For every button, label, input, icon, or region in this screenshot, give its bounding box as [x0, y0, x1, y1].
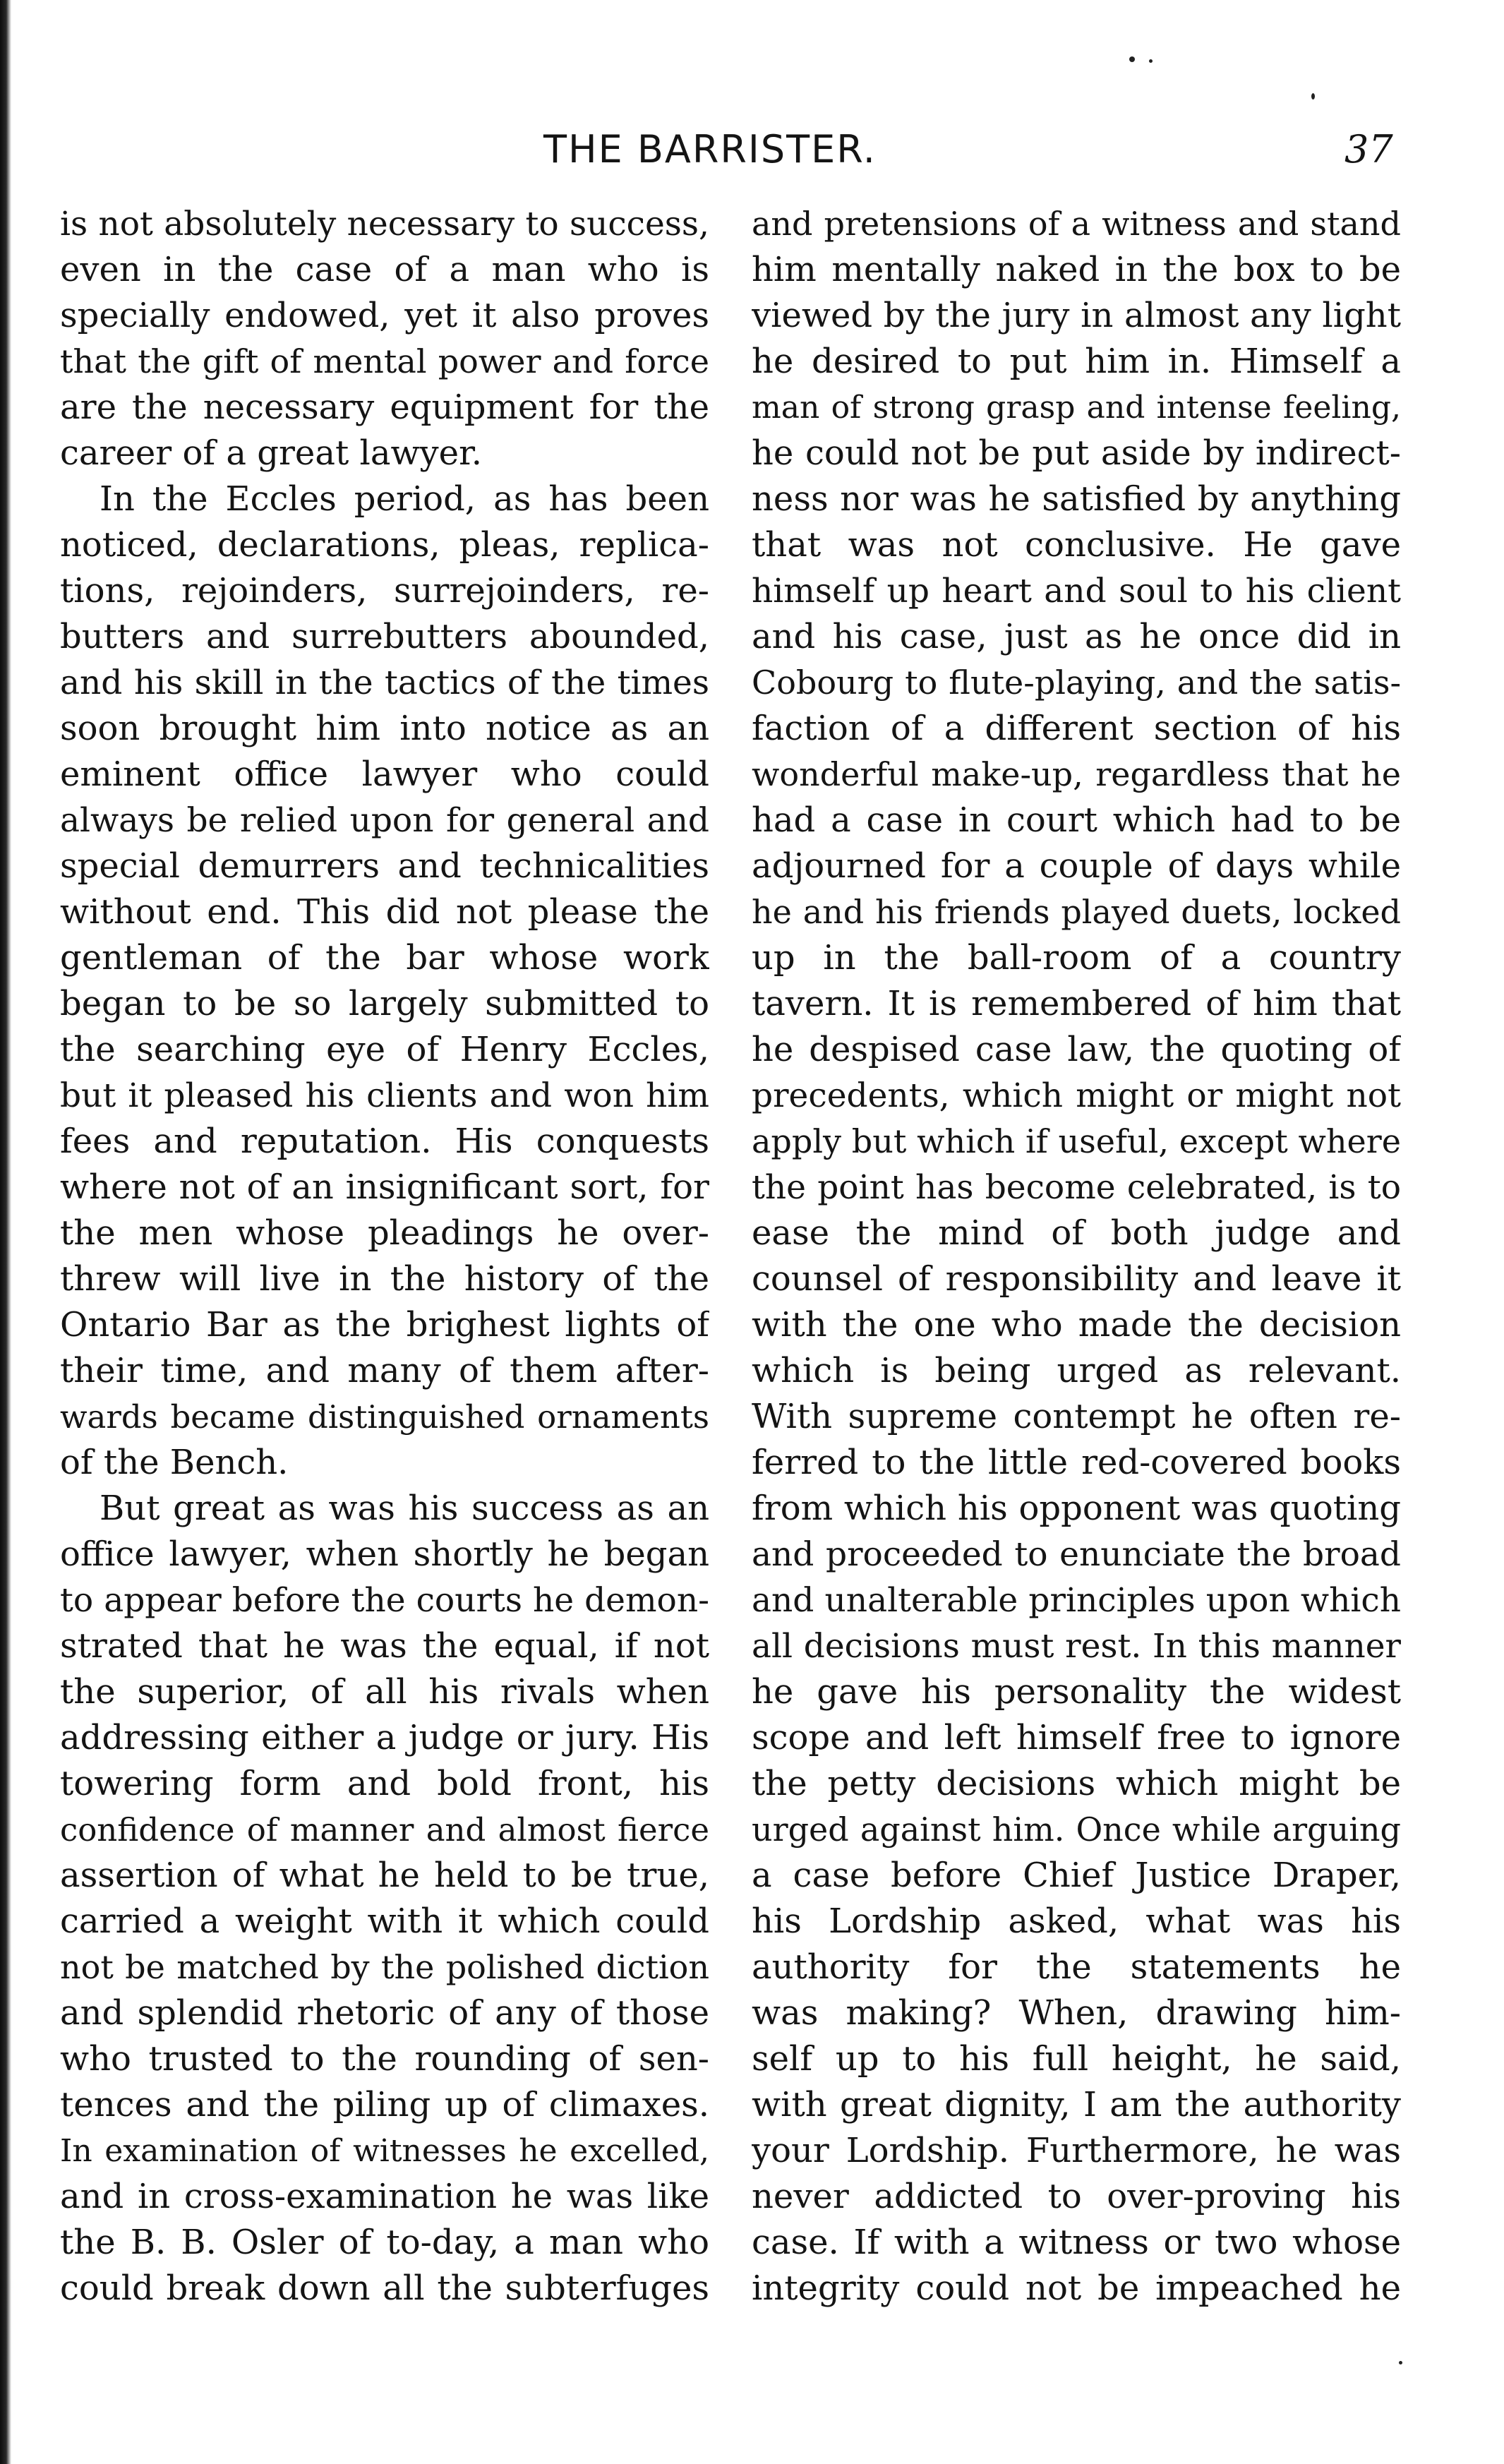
text-line: your Lordship. Furthermore, he was [752, 2131, 1401, 2170]
text-line: man of strong grasp and intense feeling, [752, 390, 1401, 426]
text-line: all decisions must rest. In this manner [752, 1627, 1401, 1666]
text-line: career of a great lawyer. [60, 433, 483, 473]
text-line: the superior, of all his rivals when [60, 1672, 709, 1712]
text-line: In examination of witnesses he excelled, [60, 2133, 709, 2169]
text-line: himself up heart and soul to his client [752, 572, 1401, 611]
text-line: and splendid rhetoric of any of those [60, 1993, 709, 2033]
text-line: that the gift of mental power and force [60, 342, 709, 380]
text-line: not be matched by the polished diction [60, 1948, 709, 1986]
page-binding-edge [0, 0, 11, 2464]
text-line: which is being urged as relevant. [752, 1351, 1401, 1390]
running-title: THE BARRISTER. [543, 127, 877, 172]
text-line: noticed, declarations, pleas, replica- [60, 525, 709, 565]
text-line: he despised case law, the quoting of [752, 1030, 1401, 1069]
text-line: his Lordship asked, what was his [752, 1901, 1401, 1941]
text-line: always be relied upon for general and [60, 801, 709, 840]
text-line: the petty decisions which might be [752, 1764, 1401, 1803]
text-line: their time, and many of them after- [60, 1351, 709, 1390]
left-text-column [60, 201, 709, 2312]
print-speck [1129, 56, 1135, 62]
text-line: ease the mind of both judge and [752, 1213, 1401, 1253]
text-line: apply but which if useful, except where [752, 1122, 1401, 1160]
text-line: faction of a different section of his [752, 709, 1401, 748]
text-line: Cobourg to flute-playing, and the satis- [752, 663, 1401, 702]
text-line: gentleman of the bar whose work [60, 938, 709, 978]
text-line: without end. This did not please the [60, 892, 709, 932]
text-line: the point has become celebrated, is to [752, 1168, 1401, 1207]
print-speck [1399, 2361, 1402, 2364]
text-line: the men whose pleadings he over- [60, 1213, 709, 1253]
text-line: With supreme contempt he often re- [752, 1397, 1401, 1436]
right-text-column [752, 201, 1401, 2312]
text-line: integrity could not be impeached he [752, 2268, 1401, 2308]
text-line: where not of an insignificant sort, for [60, 1167, 709, 1207]
text-line: began to be so largely submitted to [60, 984, 709, 1023]
text-line: he gave his personality the widest [752, 1672, 1401, 1712]
text-line: But great as was his success as an [100, 1489, 709, 1528]
text-line: he could not be put aside by indirect- [752, 433, 1401, 473]
text-line: of the Bench. [60, 1443, 289, 1482]
text-line: fees and reputation. His conquests [60, 1122, 709, 1161]
text-line: Ontario Bar as the brighest lights of [60, 1305, 709, 1345]
text-line: carried a weight with it which could [60, 1901, 709, 1941]
page-number: 37 [1344, 127, 1393, 172]
text-line: he desired to put him in. Himself a [752, 342, 1401, 381]
text-line: adjourned for a couple of days while [752, 846, 1401, 886]
print-speck [1311, 93, 1315, 100]
text-line: and pretensions of a witness and stand [752, 205, 1401, 243]
text-line: urged against him. Once while arguing [752, 1810, 1401, 1849]
text-line: are the necessary equipment for the [60, 387, 709, 427]
text-line: the B. B. Osler of to-day, a man who [60, 2223, 709, 2262]
text-line: he and his friends played duets, locked [752, 893, 1401, 931]
text-line: office lawyer, when shortly he began [60, 1534, 709, 1574]
text-line: ferred to the little red-covered books [752, 1443, 1401, 1482]
print-speck [1149, 59, 1153, 63]
text-line: authority for the statements he [752, 1947, 1401, 1987]
text-line: even in the case of a man who is [60, 250, 709, 289]
text-line: counsel of responsibility and leave it [752, 1259, 1401, 1299]
text-line: assertion of what he held to be true, [60, 1856, 709, 1895]
text-line: wards became distinguished ornaments [60, 1398, 709, 1436]
text-line: that was not conclusive. He gave [752, 525, 1401, 565]
text-line: tions, rejoinders, surrejoinders, re- [60, 571, 709, 611]
text-line: with the one who made the decision [752, 1305, 1401, 1345]
text-line: could break down all the subterfuges [60, 2268, 709, 2308]
text-line: never addicted to over-proving his [752, 2177, 1401, 2216]
text-line: and in cross-examination he was like [60, 2177, 709, 2216]
text-line: self up to his full height, he said, [752, 2039, 1401, 2079]
running-head [0, 121, 1504, 185]
text-line: and his skill in the tactics of the times [60, 663, 709, 702]
text-line: wonderful make-up, regardless that he [752, 755, 1401, 793]
text-line: and unalterable principles upon which [752, 1581, 1401, 1620]
text-line: tavern. It is remembered of him that [752, 984, 1401, 1023]
text-line: ness nor was he satisfied by anything [752, 479, 1401, 519]
text-line: the searching eye of Henry Eccles, [60, 1030, 709, 1069]
text-line: and his case, just as he once did in [752, 617, 1401, 656]
text-line: him mentally naked in the box to be [752, 250, 1401, 289]
text-line: viewed by the jury in almost any light [752, 296, 1401, 335]
text-line: tences and the piling up of climaxes. [60, 2085, 709, 2125]
text-line: was making? When, drawing him- [752, 1993, 1401, 2033]
text-line: eminent office lawyer who could [60, 755, 709, 794]
text-line: soon brought him into notice as an [60, 709, 709, 748]
text-line: In the Eccles period, as has been [100, 479, 709, 519]
text-line: and proceeded to enunciate the broad [752, 1535, 1401, 1574]
text-line: but it pleased his clients and won him [60, 1076, 709, 1115]
text-line: special demurrers and technicalities [60, 846, 709, 886]
text-line: case. If with a witness or two whose [752, 2223, 1401, 2262]
text-line: from which his opponent was quoting [752, 1489, 1401, 1528]
text-line: specially endowed, yet it also proves [60, 296, 709, 335]
text-line: who trusted to the rounding of sen- [60, 2039, 709, 2079]
text-line: strated that he was the equal, if not [60, 1626, 709, 1666]
text-line: is not absolutely necessary to success, [60, 205, 709, 244]
text-line: confidence of manner and almost fierce [60, 1811, 709, 1849]
text-line: threw will live in the history of the [60, 1259, 709, 1299]
text-line: had a case in court which had to be [752, 800, 1401, 840]
text-line: towering form and bold front, his [60, 1764, 709, 1803]
text-line: to appear before the courts he demon- [60, 1581, 709, 1620]
text-line: precedents, which might or might not [752, 1076, 1401, 1115]
text-line: butters and surrebutters abounded, [60, 617, 709, 656]
text-line: up in the ball-room of a country [752, 938, 1401, 978]
text-line: addressing either a judge or jury. His [60, 1718, 709, 1757]
text-line: a case before Chief Justice Draper, [752, 1856, 1401, 1895]
text-line: scope and left himself free to ignore [752, 1718, 1401, 1757]
text-line: with great dignity, I am the authority [752, 2085, 1401, 2125]
